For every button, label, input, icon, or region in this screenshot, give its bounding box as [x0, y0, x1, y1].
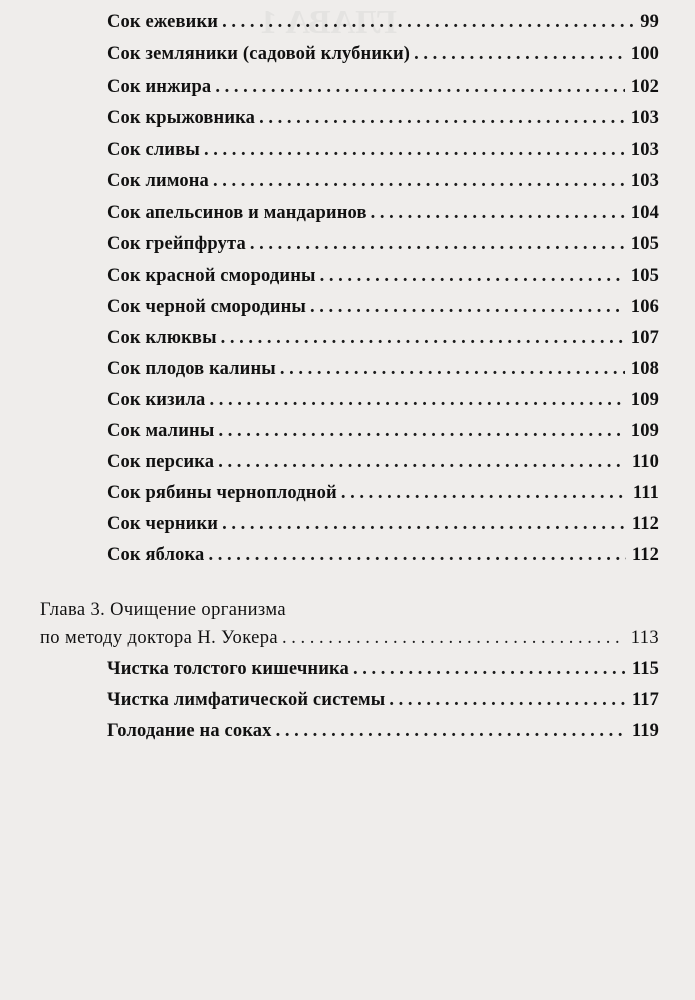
- toc-entry-label: Сок плодов калины: [107, 359, 276, 379]
- toc-entry-page: 112: [631, 514, 659, 534]
- toc-section-entry: [107, 721, 659, 742]
- toc-entry-label: Сок апельсинов и мандаринов: [107, 203, 367, 223]
- toc-entry-page: 99: [640, 12, 659, 32]
- toc-entry-page: 109: [630, 390, 659, 410]
- toc-entry-page: 105: [630, 266, 659, 286]
- toc-entry-label: Сок клюквы: [107, 328, 217, 348]
- toc-entry-page: 105: [630, 234, 659, 254]
- toc-entry: [107, 483, 659, 504]
- toc-entry-page: 108: [630, 359, 659, 379]
- toc-entry-label: Сок красной смородины: [107, 266, 316, 286]
- dot-leader: [341, 483, 627, 504]
- toc-entry-label: Сок черной смородины: [107, 297, 306, 317]
- chapter-3-subtitle: по методу доктора Н. Уокера: [40, 628, 278, 648]
- dot-leader: [259, 108, 625, 129]
- dot-leader: [250, 234, 625, 255]
- toc-entry: [107, 452, 659, 473]
- toc-entry: [107, 77, 659, 98]
- dot-leader: [276, 721, 626, 742]
- toc-entry-page: 103: [630, 108, 659, 128]
- toc-entry-label: Сок кизила: [107, 390, 206, 410]
- toc-entry-page: 110: [631, 452, 659, 472]
- dot-leader: [222, 12, 634, 33]
- dot-leader: [310, 297, 625, 318]
- toc-entry-label: Сок грейпфрута: [107, 234, 246, 254]
- toc-entry-label: Сок лимона: [107, 171, 209, 191]
- toc-section-entry: [107, 659, 659, 680]
- dot-leader: [218, 452, 626, 473]
- toc-entry-label: Сок крыжовника: [107, 108, 256, 128]
- toc-entry-label: Голодание на соках: [107, 721, 272, 741]
- toc-entry-label: Чистка толстого кишечника: [107, 659, 349, 679]
- toc-entry-page: 119: [631, 721, 659, 741]
- dot-leader: [208, 545, 625, 566]
- toc-entry: [107, 108, 659, 129]
- toc-entry: [107, 171, 659, 192]
- dot-leader: [218, 421, 624, 442]
- dot-leader: [282, 628, 625, 649]
- toc-entry-label: Сок персика: [107, 452, 215, 472]
- toc-entry-page: 115: [631, 659, 659, 679]
- toc-entry-page: 103: [630, 171, 659, 191]
- dot-leader: [280, 359, 625, 380]
- dot-leader: [215, 77, 624, 98]
- toc-entry-page: 109: [630, 421, 659, 441]
- bleed-through-heading: ГЛАВА 1: [260, 4, 397, 41]
- toc-entry-label: Сок инжира: [107, 77, 212, 97]
- toc-entry: [107, 297, 659, 318]
- toc-entry-label: Сок черники: [107, 514, 219, 534]
- chapter-3-page: 113: [630, 628, 659, 648]
- toc-entry-page: 103: [630, 140, 659, 160]
- toc-entry: [107, 514, 659, 535]
- toc-entry-label: Сок яблока: [107, 545, 205, 565]
- toc-entry: [107, 140, 659, 161]
- dot-leader: [320, 266, 625, 287]
- toc-entry: [107, 328, 659, 349]
- toc-entry-page: 102: [630, 77, 659, 97]
- dot-leader: [414, 44, 625, 65]
- dot-leader: [221, 328, 625, 349]
- dot-leader: [204, 140, 625, 161]
- toc-section-entry: [107, 690, 659, 711]
- toc-entry-page: 112: [631, 545, 659, 565]
- dot-leader: [371, 203, 625, 224]
- toc-entry-label: Сок сливы: [107, 140, 200, 160]
- toc-entry-page: 117: [631, 690, 659, 710]
- toc-entry-page: 104: [630, 203, 659, 223]
- toc-entry-label: Сок малины: [107, 421, 215, 441]
- toc-entry: [107, 359, 659, 380]
- toc-entry-label: Сок рябины черноплодной: [107, 483, 337, 503]
- toc-entry: [107, 390, 659, 411]
- toc-entry: [107, 266, 659, 287]
- toc-entry-label: Сок ежевики: [107, 12, 219, 32]
- toc-entry: [107, 234, 659, 255]
- toc-entry-label: Сок земляники (садовой клубники): [107, 44, 411, 64]
- toc-entry-page: 106: [630, 297, 659, 317]
- toc-entry-label: Чистка лимфатической системы: [107, 690, 386, 710]
- chapter-3-title: Глава 3. Очищение организма: [40, 600, 286, 620]
- toc-entry-page: 111: [632, 483, 659, 503]
- toc-entry: [107, 44, 659, 65]
- dot-leader: [353, 659, 626, 680]
- dot-leader: [222, 514, 626, 535]
- toc-entry-page: 100: [630, 44, 659, 64]
- toc-entry-page: 107: [630, 328, 659, 348]
- chapter-3-entry: [40, 628, 659, 649]
- toc-entry: [107, 12, 659, 33]
- toc-entry: [107, 545, 659, 566]
- dot-leader: [213, 171, 625, 192]
- toc-entry: [107, 421, 659, 442]
- dot-leader: [209, 390, 624, 411]
- dot-leader: [389, 690, 625, 711]
- toc-entry: [107, 203, 659, 224]
